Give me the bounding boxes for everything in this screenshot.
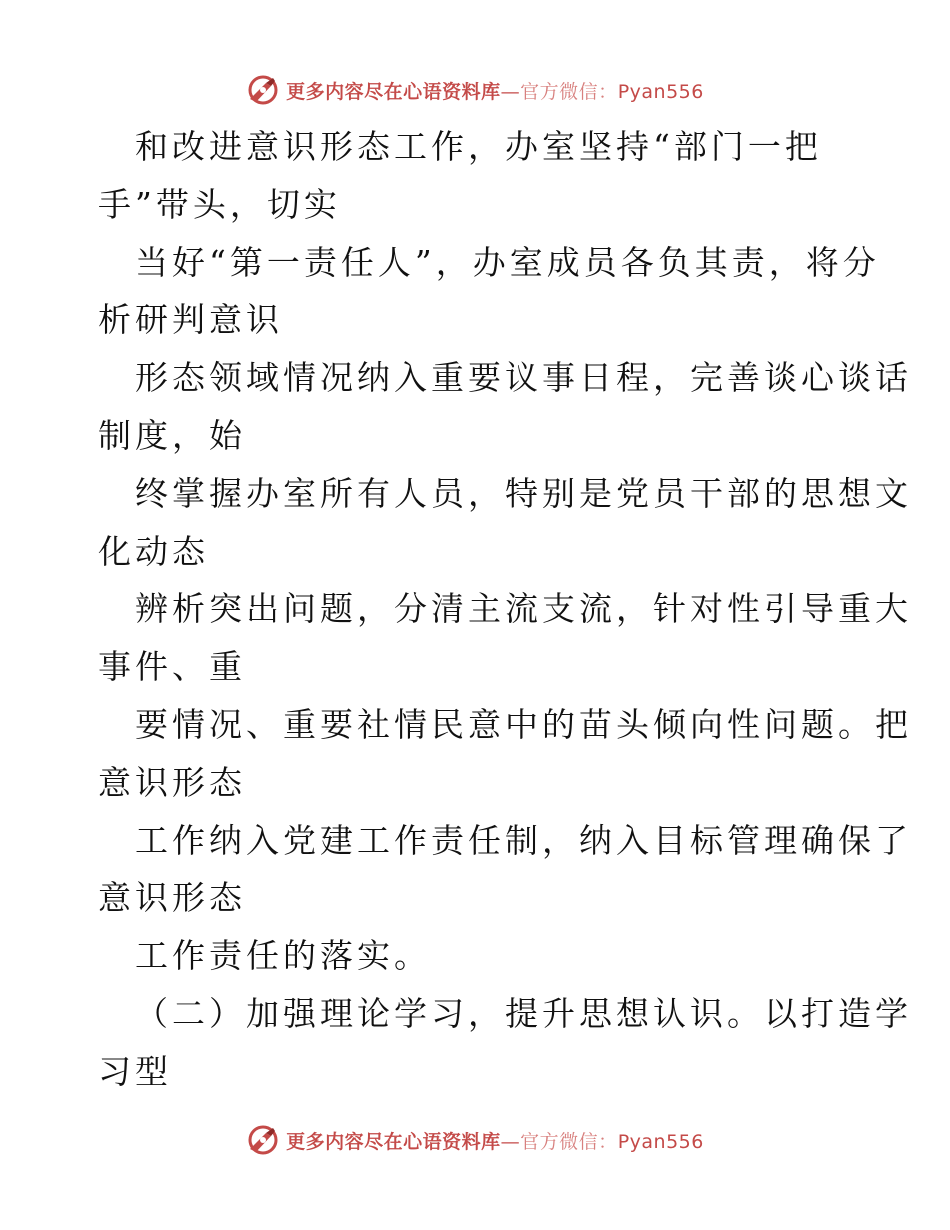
text-line: 形态领域情况纳入重要议事日程，完善谈心谈话: [135, 358, 912, 398]
pen-circle-logo-icon: [246, 1123, 280, 1157]
watermark-main: 更多内容尽在心语资料库: [286, 1130, 501, 1153]
text-line: 当好“第一责任人”，办室成员各负其责，将分: [135, 242, 880, 282]
pen-circle-logo-icon: [246, 73, 280, 107]
text-line: 制度，始: [98, 415, 246, 455]
text-line: 意识形态: [98, 878, 246, 918]
text-line: 析研判意识: [98, 300, 283, 340]
watermark-text: [286, 77, 704, 104]
text-line: 终掌握办室所有人员，特别是党员干部的思想文: [135, 473, 912, 513]
watermark-main: 更多内容尽在心语资料库: [286, 80, 501, 103]
text-line: 事件、重: [98, 647, 246, 687]
text-line: 要情况、重要社情民意中的苗头倾向性问题。把: [135, 704, 912, 744]
text-line: 化动态: [98, 531, 209, 571]
watermark-id: Pyan556: [617, 1130, 704, 1153]
text-line: 和改进意识形态工作，办室坚持“部门一把: [135, 127, 822, 166]
watermark-text: [286, 1127, 704, 1154]
text-line: 工作纳入党建工作责任制，纳入目标管理确保了: [135, 820, 912, 860]
text-line: 工作责任的落实。: [135, 936, 431, 976]
watermark-id: Pyan556: [617, 80, 704, 103]
text-line: 辨析突出问题，分清主流支流，针对性引导重大: [135, 589, 912, 629]
text-line: 意识形态: [98, 762, 246, 802]
document-body: [98, 118, 912, 1101]
header-watermark: [0, 70, 950, 110]
footer-watermark: [0, 1120, 950, 1160]
text-line: （二）加强理论学习，提升思想认识。以打造学: [135, 993, 912, 1033]
watermark-separator: —: [500, 80, 521, 103]
watermark-separator: —: [500, 1130, 521, 1153]
text-line: 手”带头，切实: [98, 184, 341, 224]
text-line: 习型: [98, 1051, 172, 1091]
watermark-label: 官方微信：: [520, 80, 618, 103]
watermark-label: 官方微信：: [520, 1130, 618, 1153]
